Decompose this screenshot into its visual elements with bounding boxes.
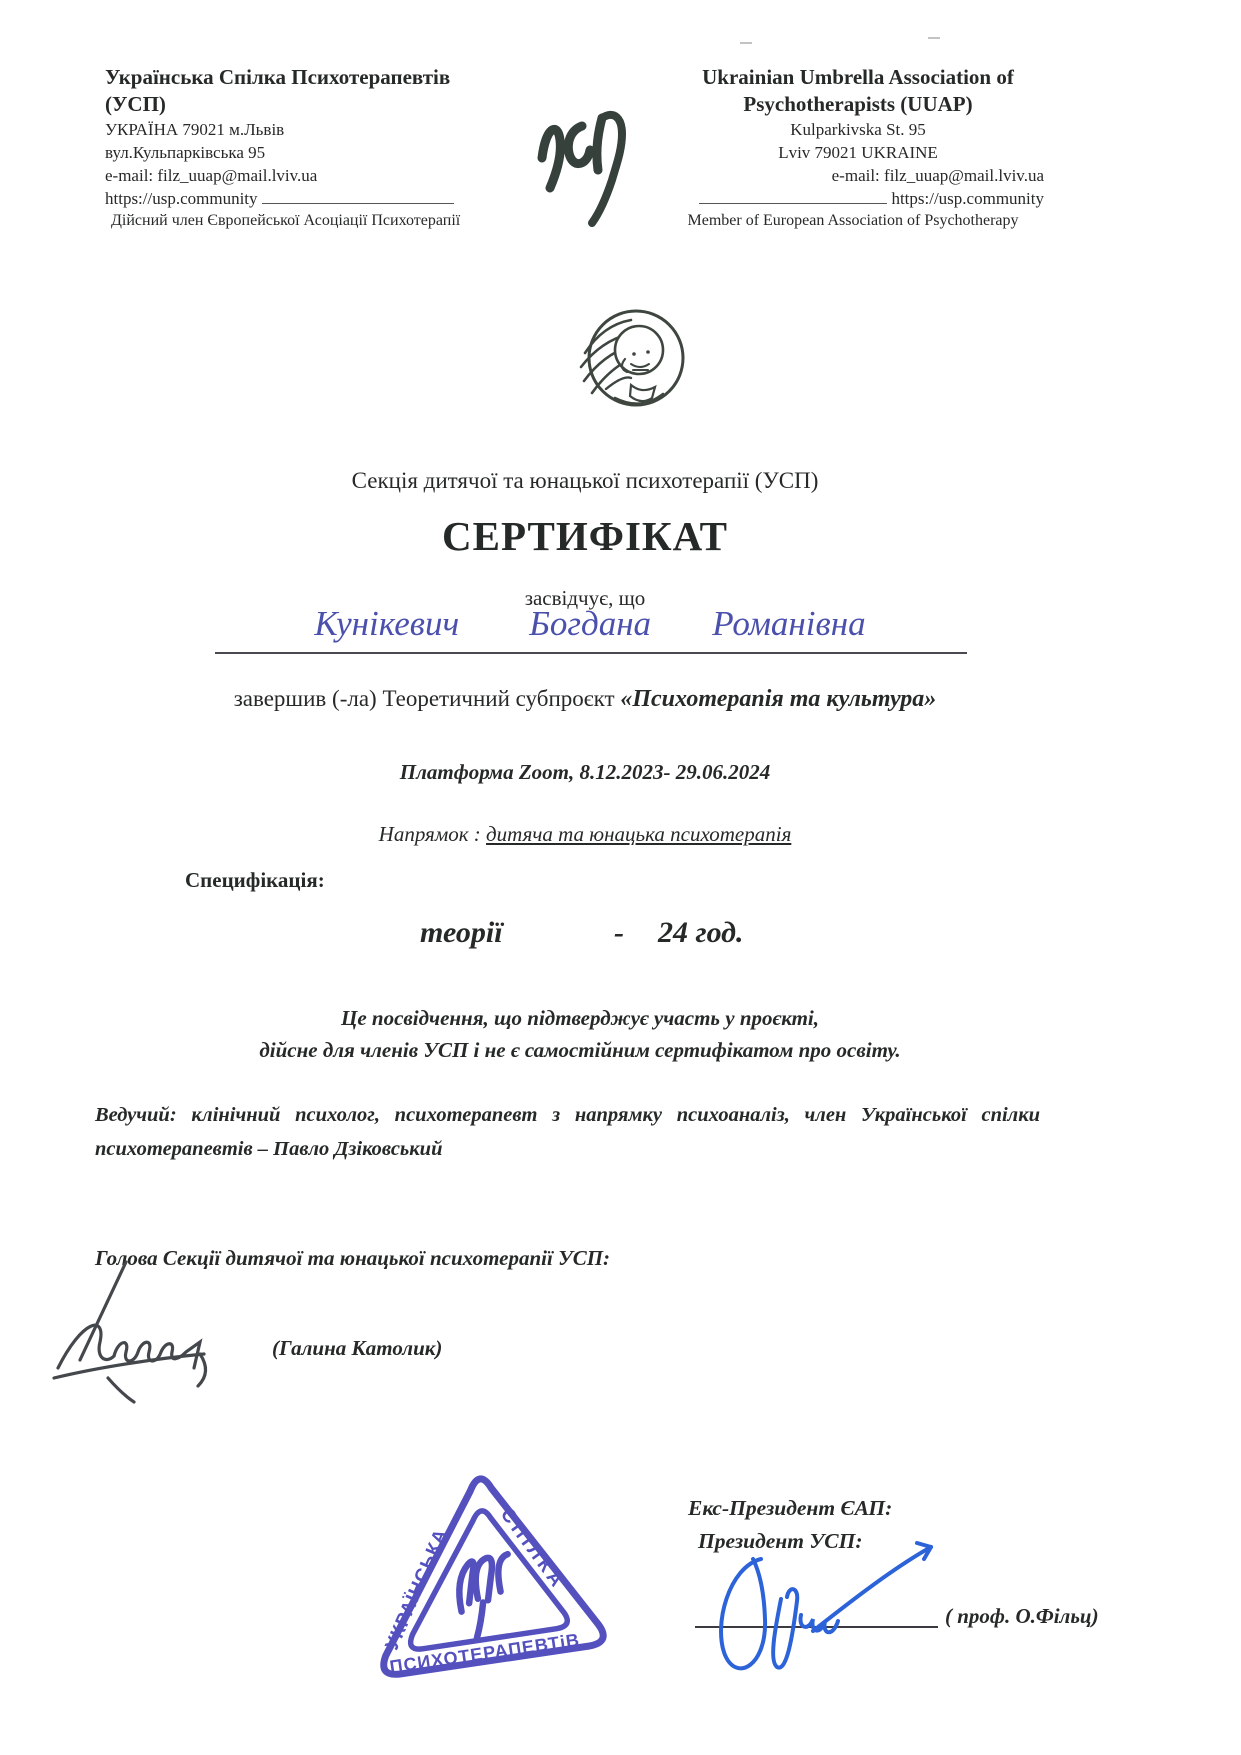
completed-line bbox=[0, 686, 1170, 713]
head-of-section-label: Голова Секції дитячої та юнацької психотерапії УСП: bbox=[95, 1246, 611, 1270]
recipient-name-handwritten: Кунікевич Богдана Романівна bbox=[314, 604, 866, 643]
specification-label: Специфікація: bbox=[185, 868, 325, 892]
president-name: ( проф. О.Фільц) bbox=[945, 1604, 1099, 1628]
stamp-text-right: СПІЛКА bbox=[495, 1504, 570, 1594]
org-website-en-row bbox=[672, 187, 1044, 210]
lecturer-paragraph: Ведучий: клінічний психолог, психотерапевт з напрямку психоаналіз, член Української спілки психотерапевтів – Павло Дзіковський bbox=[95, 1104, 1040, 1160]
platform-line: Платформа Zoom, 8.12.2023- 29.06.2024 bbox=[399, 760, 771, 784]
spec-item: теорії bbox=[420, 916, 503, 949]
corner-mark bbox=[928, 37, 940, 44]
stamp-text-bottom: ПСИХОТЕРАПЕВТіВ bbox=[388, 1629, 582, 1678]
org-membership-ua: Дійсний член Європейської Асоціації Психотерапії bbox=[111, 212, 461, 229]
cherub-emblem-icon bbox=[573, 297, 689, 417]
org-title-ua-line2: (УСП) bbox=[105, 92, 166, 116]
org-email-en: e-mail: filz_uuap@mail.lviv.ua bbox=[831, 166, 1044, 185]
org-title-ua-line1: Українська Спілка Психотерапевтів bbox=[105, 65, 451, 89]
president-label: Президент УСП: bbox=[698, 1529, 863, 1553]
stamp-text-left: УКРАЇНСЬКА bbox=[381, 1525, 453, 1654]
note-line1: Це посвідчення, що підтверджує участь у проєкті, bbox=[341, 1006, 819, 1030]
org-title-en-line1: Ukrainian Umbrella Association of bbox=[702, 65, 1014, 89]
header-right-block bbox=[672, 64, 1044, 232]
spec-dash: - bbox=[614, 916, 624, 949]
certificate-title: СЕРТИФІКАТ bbox=[442, 513, 728, 559]
filts-signature bbox=[695, 1515, 947, 1691]
corner-mark bbox=[740, 42, 752, 49]
org-title-en-line2: Psychotherapists (UUAP) bbox=[743, 92, 973, 116]
direction-label: Напрямок : bbox=[378, 822, 481, 846]
head-of-section-name: (Галина Католик) bbox=[272, 1336, 443, 1360]
ex-president-label: Екс-Президент ЄАП: bbox=[688, 1496, 893, 1520]
name-underline bbox=[215, 652, 967, 654]
usp-script-logo-icon bbox=[528, 92, 648, 230]
spec-hours: 24 год. bbox=[658, 916, 744, 949]
org-address-en-2: Lviv 79021 UKRAINE bbox=[778, 143, 938, 162]
completed-course: «Психотерапія та культура» bbox=[620, 686, 937, 712]
header-left-block bbox=[105, 64, 515, 232]
ruled-line bbox=[262, 203, 454, 204]
direction-value: дитяча та юнацька психотерапія bbox=[486, 822, 792, 846]
svg-text:СПІЛКА bbox=[495, 1502, 569, 1597]
org-website-ua: https://usp.community bbox=[105, 189, 258, 208]
section-line: Секція дитячої та юнацької психотерапії (УСП) bbox=[351, 468, 819, 493]
ruled-line bbox=[699, 203, 887, 204]
completed-prefix: завершив (-ла) Теоретичний субпроєкт bbox=[233, 686, 615, 711]
certifies-line: засвідчує, що bbox=[524, 586, 646, 610]
org-address-ua-1: УКРАЇНА 79021 м.Львів bbox=[105, 120, 285, 139]
org-membership-en: Member of European Association of Psychotherapy bbox=[687, 212, 1019, 229]
org-address-ua-2: вул.Кульпарківська 95 bbox=[105, 143, 266, 162]
svg-text:УКРАЇНСЬКА bbox=[376, 1525, 459, 1655]
org-email-ua: e-mail: filz_uuap@mail.lviv.ua bbox=[105, 166, 318, 185]
org-website-en: https://usp.community bbox=[891, 189, 1044, 208]
org-address-en-1: Kulparkivska St. 95 bbox=[790, 120, 926, 139]
note-line2: дійсне для членів УСП і не є самостійним сертифікатом про освіту. bbox=[259, 1038, 901, 1062]
uuap-stamp bbox=[350, 1453, 634, 1709]
direction-line bbox=[0, 822, 1170, 847]
katolyk-signature bbox=[50, 1256, 280, 1406]
org-website-ua-row bbox=[105, 187, 515, 210]
